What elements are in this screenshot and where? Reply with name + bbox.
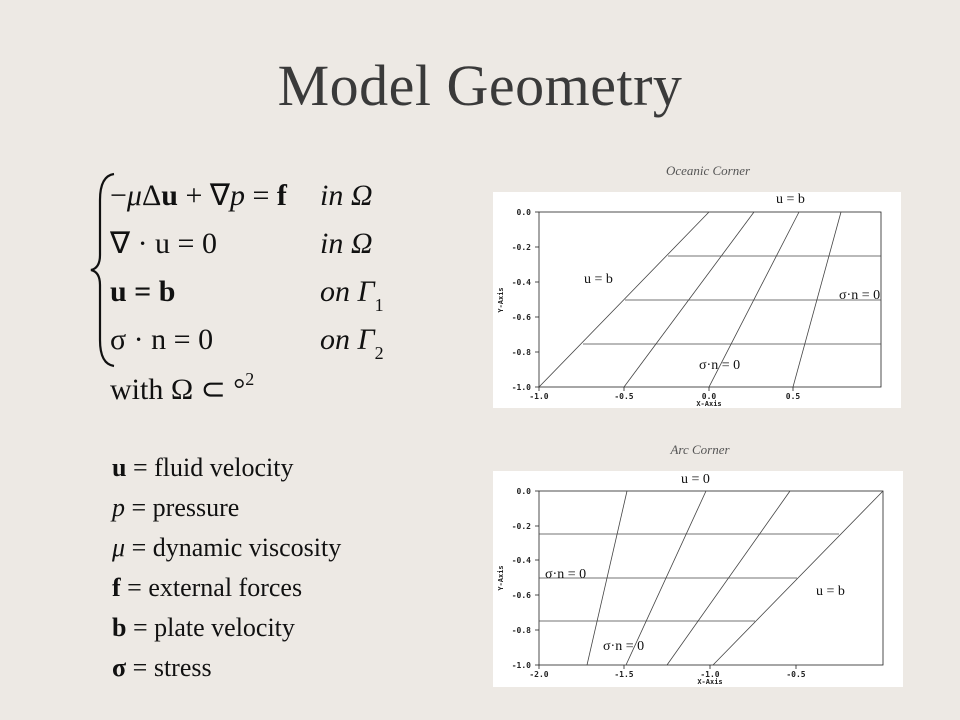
y-tick-label: -1.0 — [511, 383, 531, 392]
plot-caption-oceanic: Oceanic Corner — [665, 163, 751, 178]
bc-label-right: σ·n = 0 — [839, 288, 881, 303]
x-tick-label: 0.5 — [785, 392, 801, 401]
bc-label-bottom: σ·n = 0 — [699, 358, 741, 373]
bc-label-bottom: σ·n = 0 — [603, 639, 645, 654]
bc-label-right: u = b — [816, 584, 845, 599]
definition-item: f = external forces — [112, 573, 303, 602]
equation-domain: on $\Gamma_2$ — [320, 323, 384, 363]
y-tick-label: 0.0 — [516, 487, 531, 496]
y-axis-label: Y-Axis — [497, 287, 505, 313]
y-tick-label: -0.4 — [511, 556, 531, 565]
definitions-list — [112, 448, 341, 688]
plot-caption-arc: Arc Corner — [670, 442, 730, 457]
y-tick-label: -0.6 — [511, 313, 531, 322]
y-tick-label: -0.6 — [511, 591, 531, 600]
bc-label-left: u = b — [584, 272, 613, 287]
definition-item: u = fluid velocity — [112, 453, 294, 482]
equation-lhs: u = b — [110, 275, 176, 308]
y-tick-label: -0.8 — [511, 626, 531, 635]
y-tick-label: -0.8 — [511, 348, 531, 357]
y-tick-label: 0.0 — [516, 208, 531, 217]
y-tick-label: -0.2 — [511, 243, 531, 252]
x-tick-label: -0.5 — [786, 670, 806, 679]
definition-item: b = plate velocity — [112, 613, 295, 642]
equation-domain: on $\Gamma_1$ — [320, 275, 384, 315]
x-tick-label: -1.0 — [700, 670, 720, 679]
domain-definition: with Ω ⊂ °$^2$ — [110, 369, 255, 406]
x-tick-label: -2.0 — [529, 670, 549, 679]
x-tick-label: -1.0 — [529, 392, 549, 401]
definition-item: μ = dynamic viscosity — [112, 533, 342, 562]
bc-label-left: σ·n = 0 — [545, 567, 587, 582]
plot-arc-corner — [493, 471, 903, 687]
equation-lhs: ∇ · u = 0 — [110, 227, 217, 260]
bc-label-top: u = 0 — [681, 472, 710, 487]
equation-lhs: σ · n = 0 — [110, 323, 214, 356]
x-tick-label: -0.5 — [614, 392, 634, 401]
x-axis-label: X-Axis — [696, 400, 722, 408]
x-tick-label: 0.0 — [701, 392, 717, 401]
x-tick-label: -1.5 — [614, 670, 634, 679]
slide-title: Model Geometry — [277, 53, 683, 118]
definition-item: p = pressure — [112, 493, 240, 522]
y-axis-label: Y-Axis — [497, 565, 505, 591]
plot-oceanic-corner — [493, 192, 901, 408]
y-tick-label: -1.0 — [511, 661, 531, 670]
y-tick-label: -0.4 — [511, 278, 531, 287]
x-axis-label: X-Axis — [697, 678, 723, 686]
equation-domain: in Ω — [320, 179, 373, 212]
equation-domain: in Ω — [320, 227, 373, 260]
definition-item: σ = stress — [112, 653, 212, 682]
equation-lhs: −μΔu + ∇p = f — [110, 179, 287, 212]
y-tick-label: -0.2 — [511, 522, 531, 531]
bc-label-top: u = b — [776, 192, 805, 207]
